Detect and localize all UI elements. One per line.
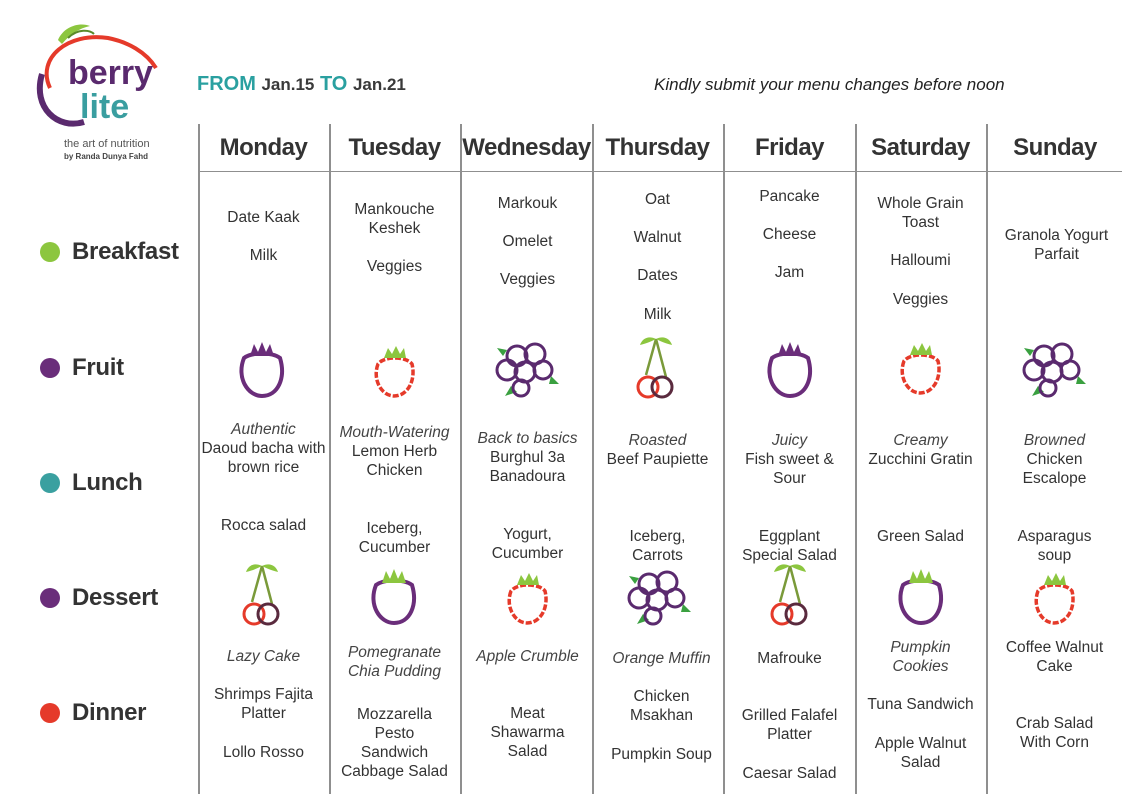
side-dish: Yogurt, Cucumber (491, 526, 564, 562)
meal-label-breakfast: Breakfast (40, 238, 179, 266)
lunch-dish: Zucchini Gratin (868, 451, 973, 468)
breakfast-item: Jam (774, 264, 805, 281)
to-date: Jan.21 (352, 75, 406, 94)
breakfast-item: Milk (249, 247, 278, 264)
breakfast-item: Mankouche Keshek (354, 201, 435, 237)
lunch-dot-icon (40, 473, 60, 493)
side-dish: Asparagus soup (1017, 528, 1092, 564)
dessert-dish: Orange Muffin (612, 650, 711, 667)
dessert-dish: Pomegranate Chia Pudding (347, 644, 442, 680)
meal-label-dinner: Dinner (40, 699, 146, 727)
dinner-dish: Tuna Sandwich (867, 696, 974, 713)
raspberry-icon (886, 335, 956, 401)
dessert-dish: Coffee Walnut Cake (1005, 639, 1104, 675)
breakfast-item: Oat (645, 191, 670, 208)
breakfast-item: Veggies (499, 271, 556, 288)
to-keyword: TO (319, 73, 348, 95)
dinner-dish: Caesar Salad (742, 765, 837, 782)
lunch-dish: Lemon Herb Chicken (351, 443, 438, 479)
day-header: Wednesday (462, 134, 591, 161)
lunch-dish: Burghul 3a Banadoura (489, 449, 566, 485)
submission-note: Kindly submit your menu changes before noon (654, 75, 1005, 94)
breakfast-item: Cheese (762, 226, 817, 243)
dinner-dish: Apple Walnut Salad (874, 735, 967, 771)
day-header: Friday (754, 134, 825, 161)
breakfast-item: Omelet (502, 233, 553, 250)
breakfast-item: Date Kaak (227, 209, 300, 226)
lunch-style: Browned (1023, 432, 1086, 449)
lunch-style: Mouth-Watering (339, 424, 450, 441)
cherry-icon (228, 560, 298, 626)
dessert-dish: Pumpkin Cookies (890, 639, 951, 675)
dessert-dish: Lazy Cake (226, 648, 301, 665)
day-header: Thursday (605, 134, 710, 161)
dinner-dot-icon (40, 703, 60, 723)
breakfast-item: Veggies (366, 258, 423, 275)
dessert-dish: Mafrouke (757, 650, 822, 667)
breakfast-item: Milk (643, 306, 672, 323)
blueberry-icon (493, 334, 563, 400)
cherry-icon (756, 560, 826, 626)
header-divider (198, 171, 1122, 172)
lunch-style: Back to basics (477, 430, 578, 447)
day-header: Tuesday (348, 134, 441, 161)
date-range (197, 73, 406, 96)
dessert-dot-icon (40, 588, 60, 608)
dinner-dish: Lollo Rosso (223, 744, 304, 761)
dinner-dish: Cabbage Salad (341, 763, 448, 780)
dinner-dish: Crab Salad With Corn (1015, 715, 1094, 751)
breakfast-item: Dates (637, 267, 678, 284)
blueberry-icon (1020, 334, 1090, 400)
plum-icon (360, 565, 430, 631)
dinner-dish: Meat Shawarma Salad (490, 705, 565, 760)
lunch-dish: Chicken Escalope (1022, 451, 1087, 487)
breakfast-item: Walnut (633, 229, 682, 246)
svg-text:berry: berry (68, 54, 154, 92)
lunch-dish: Daoud bacha with brown rice (201, 440, 326, 476)
breakfast-item: Veggies (892, 291, 949, 308)
side-dish: Green Salad (876, 528, 965, 545)
breakfast-item: Pancake (759, 188, 820, 205)
dinner-dish: Grilled Falafel Platter (741, 707, 838, 743)
breakfast-dot-icon (40, 242, 60, 262)
cherry-icon (622, 333, 692, 399)
day-header: Monday (219, 134, 308, 161)
plum-icon (887, 565, 957, 631)
lunch-dish: Fish sweet & Sour (745, 451, 834, 487)
from-keyword: FROM (197, 73, 256, 95)
from-date: Jan.15 (261, 75, 315, 94)
breakfast-item: Whole Grain Toast (877, 195, 964, 231)
meal-label-lunch: Lunch (40, 469, 143, 497)
meal-label-fruit: Fruit (40, 354, 124, 382)
dinner-dish: Mozzarella Pesto Sandwich (357, 706, 432, 761)
breakfast-item: Granola Yogurt Parfait (1004, 227, 1109, 263)
breakfast-item: Halloumi (890, 252, 951, 269)
brand-byline: by Randa Dunya Fahd (64, 152, 149, 161)
side-dish: Rocca salad (220, 517, 307, 534)
brand-tagline: the art of nutrition (64, 138, 150, 150)
dinner-dish: Shrimps Fajita Platter (213, 686, 314, 722)
lunch-style: Creamy (893, 432, 948, 449)
raspberry-icon (493, 565, 563, 631)
side-dish: Iceberg, Carrots (629, 528, 686, 564)
day-header: Sunday (1013, 134, 1097, 161)
side-dish: Iceberg, Cucumber (358, 520, 431, 556)
dinner-dish: Chicken Msakhan (630, 688, 693, 724)
dessert-dish: Apple Crumble (476, 648, 579, 665)
side-dish: Eggplant Special Salad (742, 528, 837, 564)
grid-divider (986, 124, 988, 794)
lunch-style: Roasted (628, 432, 687, 449)
dinner-dish: Pumpkin Soup (611, 746, 712, 763)
meal-label-dessert: Dessert (40, 584, 158, 612)
raspberry-icon (1020, 565, 1090, 631)
plum-icon (228, 338, 298, 404)
lunch-style: Authentic (231, 421, 296, 438)
raspberry-icon (360, 338, 430, 404)
breakfast-item: Markouk (497, 195, 558, 212)
svg-text:lite: lite (80, 88, 130, 126)
lunch-dish: Beef Paupiette (606, 451, 709, 468)
blueberry-icon (625, 562, 695, 628)
lunch-style: Juicy (771, 432, 808, 449)
fruit-dot-icon (40, 358, 60, 378)
plum-icon (756, 338, 826, 404)
day-header: Saturday (871, 134, 970, 161)
